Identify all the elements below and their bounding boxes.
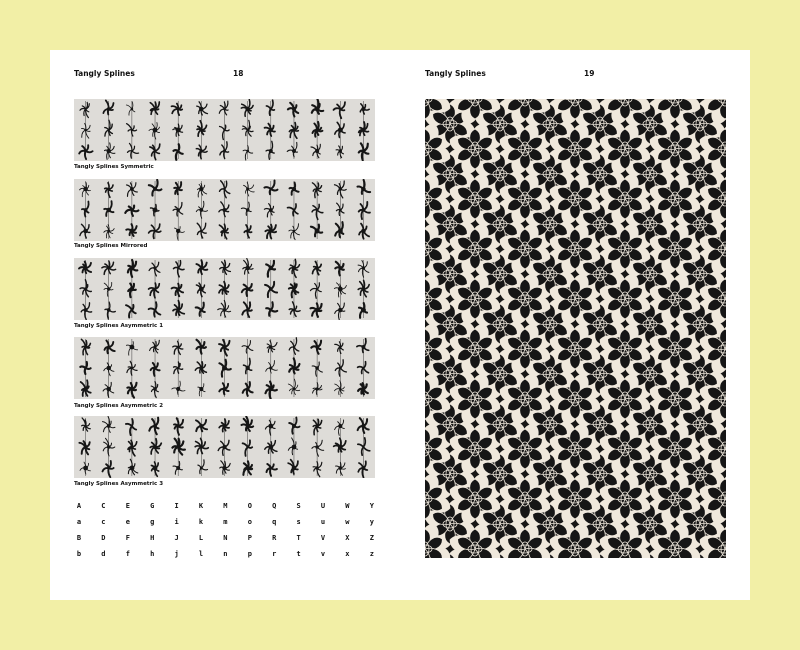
ornament-glyph xyxy=(128,260,137,277)
alphabet-glyph: o xyxy=(247,518,252,526)
ornament-glyph xyxy=(81,303,91,320)
alphabet-glyph: f xyxy=(125,550,130,558)
ornament-glyph xyxy=(358,461,367,477)
alphabet-glyph: H xyxy=(150,534,155,542)
ornament-glyph xyxy=(105,302,115,319)
ornament-glyph xyxy=(289,418,299,434)
ornament-glyph xyxy=(312,440,324,456)
ornament-glyph xyxy=(172,284,184,297)
ornament-glyph xyxy=(243,259,253,275)
specimen-strip-mirrored xyxy=(74,179,375,241)
alphabet-glyph: D xyxy=(101,534,106,542)
alphabet-glyph: F xyxy=(125,534,130,542)
alphabet-row xyxy=(74,502,376,518)
ornament-glyph xyxy=(219,419,229,431)
ornament-glyph xyxy=(195,362,206,374)
ornament-glyph xyxy=(218,440,230,455)
specimen-ornaments xyxy=(74,179,375,241)
ornament-glyph xyxy=(335,420,345,435)
ornament-glyph xyxy=(313,122,323,137)
alphabet-glyph: r xyxy=(272,550,277,558)
ornament-glyph xyxy=(243,146,253,161)
ornament-glyph xyxy=(104,225,114,238)
specimen-caption: Tangly Splines Asymmetric 1 xyxy=(74,323,164,329)
ornament-glyph xyxy=(266,361,278,374)
ornament-glyph xyxy=(267,341,277,353)
ornament-glyph xyxy=(288,204,298,216)
ornament-glyph xyxy=(196,260,207,274)
ornament-glyph xyxy=(334,438,346,452)
ornament-glyph xyxy=(79,441,89,454)
ornament-glyph xyxy=(219,224,228,239)
specimen-strip-asymmetric-2 xyxy=(74,337,375,399)
alphabet-glyph: v xyxy=(320,550,326,558)
ornament-glyph xyxy=(288,103,298,117)
ornament-glyph xyxy=(359,303,367,318)
ornament-glyph xyxy=(313,419,322,434)
alphabet-glyph: P xyxy=(247,534,252,542)
ornament-glyph xyxy=(311,303,322,317)
ornament-glyph xyxy=(173,341,183,354)
ornament-glyph xyxy=(266,382,277,399)
specimen-caption: Tangly Splines Symmetric xyxy=(74,164,154,170)
ornament-glyph xyxy=(196,303,205,316)
ornament-glyph xyxy=(105,341,115,354)
alphabet-glyph: N xyxy=(223,534,228,542)
right-header-title: Tangly Splines xyxy=(425,69,486,78)
specimen-ornaments xyxy=(74,258,375,320)
ornament-glyph xyxy=(128,459,138,475)
alphabet-glyph: w xyxy=(345,518,350,526)
ornament-glyph xyxy=(313,262,322,275)
ornament-glyph xyxy=(80,102,89,117)
ornament-glyph xyxy=(358,383,368,394)
specimen-ornaments xyxy=(74,416,375,478)
ornament-glyph xyxy=(79,262,91,274)
ornament-glyph xyxy=(80,182,91,196)
ornament-glyph xyxy=(103,100,113,114)
ornament-glyph xyxy=(266,302,277,316)
ornament-glyph xyxy=(128,440,137,456)
ornament-glyph xyxy=(149,224,161,238)
ornament-glyph xyxy=(126,305,136,318)
ornament-glyph xyxy=(264,204,274,217)
ornament-glyph xyxy=(173,124,183,136)
alphabet-glyph: Q xyxy=(272,502,277,510)
alphabet-glyph: R xyxy=(272,534,277,542)
specimen-ornaments xyxy=(74,337,375,399)
alphabet-glyph: q xyxy=(272,518,277,526)
ornament-glyph xyxy=(197,121,206,136)
ornament-glyph xyxy=(311,341,321,354)
alphabet-glyph: u xyxy=(320,518,326,526)
ornament-glyph xyxy=(360,104,369,114)
ornament-glyph xyxy=(220,142,229,159)
alphabet-glyph: S xyxy=(296,502,301,510)
ornament-glyph xyxy=(219,101,228,115)
ornament-glyph xyxy=(220,461,231,475)
alphabet-glyph: c xyxy=(101,518,106,526)
alphabet-grid xyxy=(74,502,376,566)
ornament-glyph xyxy=(82,123,91,138)
left-page-number: 18 xyxy=(233,69,244,78)
alphabet-glyph: C xyxy=(101,502,106,510)
ornament-glyph xyxy=(219,202,229,217)
ornament-glyph xyxy=(359,224,369,239)
ornament-glyph xyxy=(149,262,160,276)
ornament-glyph xyxy=(173,462,182,475)
ornament-glyph xyxy=(196,201,207,218)
ornament-glyph xyxy=(173,203,183,217)
ornament-glyph xyxy=(335,262,344,276)
ornament-glyph xyxy=(242,284,253,296)
ornament-glyph xyxy=(197,223,206,238)
ornament-glyph xyxy=(195,438,208,453)
ornament-glyph xyxy=(151,382,158,398)
ornament-glyph xyxy=(175,227,185,241)
ornament-glyph xyxy=(127,124,137,136)
ornament-glyph xyxy=(105,143,115,160)
ornament-glyph xyxy=(103,438,115,456)
alphabet-glyph: b xyxy=(76,550,82,558)
ornament-glyph xyxy=(172,104,183,116)
ornament-glyph xyxy=(289,259,299,277)
ornament-glyph xyxy=(312,204,323,219)
ornament-glyph xyxy=(335,303,345,320)
pattern-svg xyxy=(425,99,726,558)
ornament-glyph xyxy=(128,143,139,158)
ornament-glyph xyxy=(172,381,185,395)
ornament-glyph xyxy=(312,99,323,114)
ornament-glyph xyxy=(266,261,275,277)
alphabet-row xyxy=(74,550,376,566)
ornament-glyph xyxy=(241,100,253,117)
ornament-glyph xyxy=(126,102,135,115)
ornament-glyph xyxy=(288,460,298,474)
ornament-glyph xyxy=(243,440,253,456)
specimen-strip-symmetric xyxy=(74,99,375,161)
ornament-glyph xyxy=(287,142,297,157)
ornament-glyph xyxy=(104,282,113,296)
ornament-glyph xyxy=(198,460,208,474)
ornament-glyph xyxy=(335,360,346,376)
alphabet-glyph: T xyxy=(296,534,301,542)
alphabet-row xyxy=(74,534,376,550)
ornament-glyph xyxy=(241,202,251,215)
ornament-glyph xyxy=(219,282,229,294)
specimen-strip-asymmetric-3 xyxy=(74,416,375,478)
alphabet-glyph: t xyxy=(296,550,301,558)
alphabet-glyph: Y xyxy=(369,502,374,510)
ornament-glyph xyxy=(358,362,369,374)
alphabet-glyph: A xyxy=(76,502,82,510)
ornament-glyph xyxy=(358,418,369,433)
alphabet-glyph: e xyxy=(125,518,130,526)
ornament-glyph xyxy=(335,381,345,395)
ornament-glyph xyxy=(82,418,91,431)
alphabet-glyph: J xyxy=(174,534,179,542)
alphabet-glyph: d xyxy=(101,550,106,558)
ornament-glyph xyxy=(357,339,369,353)
left-header-title: Tangly Splines xyxy=(74,69,135,78)
ornament-glyph xyxy=(172,439,185,455)
ornament-glyph xyxy=(103,382,114,397)
pattern-artwork xyxy=(425,99,726,558)
alphabet-glyph: U xyxy=(320,502,326,510)
ornament-glyph xyxy=(219,383,228,394)
alphabet-glyph: j xyxy=(174,550,179,558)
ornament-glyph xyxy=(151,205,159,216)
ornament-glyph xyxy=(149,123,160,140)
ornament-glyph xyxy=(289,283,298,297)
ornament-glyph xyxy=(289,224,300,240)
ornament-glyph xyxy=(197,102,208,115)
alphabet-glyph: h xyxy=(150,550,155,558)
ornament-glyph xyxy=(150,439,161,454)
alphabet-glyph: n xyxy=(223,550,228,558)
alphabet-row xyxy=(74,518,376,534)
ornament-glyph xyxy=(311,225,322,237)
alphabet-glyph: W xyxy=(345,502,350,510)
specimen-caption: Tangly Splines Asymmetric 2 xyxy=(74,403,164,409)
alphabet-glyph: m xyxy=(223,518,228,526)
alphabet-glyph: O xyxy=(247,502,252,510)
ornament-glyph xyxy=(103,461,114,477)
alphabet-glyph: I xyxy=(174,502,179,510)
alphabet-glyph: k xyxy=(198,518,204,526)
ornament-glyph xyxy=(174,418,183,435)
ornament-glyph xyxy=(81,339,90,354)
alphabet-glyph: a xyxy=(76,518,82,526)
ornament-glyph xyxy=(149,283,160,298)
ornament-glyph xyxy=(358,280,369,296)
alphabet-glyph: z xyxy=(369,550,374,558)
alphabet-glyph: E xyxy=(125,502,130,510)
ornament-glyph xyxy=(80,224,90,238)
alphabet-glyph: V xyxy=(320,534,326,542)
ornament-glyph xyxy=(288,438,297,455)
alphabet-glyph: X xyxy=(345,534,350,542)
alphabet-glyph: i xyxy=(174,518,179,526)
alphabet-glyph: s xyxy=(296,518,301,526)
ornament-glyph xyxy=(334,102,346,118)
ornament-glyph xyxy=(196,145,207,159)
alphabet-glyph: B xyxy=(76,534,82,542)
ornament-glyph xyxy=(174,261,185,277)
ornament-glyph xyxy=(267,464,277,476)
ornament-glyph xyxy=(311,144,320,158)
ornament-glyph xyxy=(266,100,274,115)
ornament-glyph xyxy=(335,122,345,137)
ornament-glyph xyxy=(242,417,254,431)
ornament-glyph xyxy=(335,342,344,354)
alphabet-glyph: M xyxy=(223,502,228,510)
ornament-glyph xyxy=(82,202,89,217)
ornament-glyph xyxy=(79,145,92,159)
specimen-strip-asymmetric-1 xyxy=(74,258,375,320)
ornament-glyph xyxy=(218,300,231,317)
specimen-ornaments xyxy=(74,99,375,161)
ornament-glyph xyxy=(265,124,275,136)
ornament-glyph xyxy=(126,419,136,435)
alphabet-glyph: Z xyxy=(369,534,374,542)
ornament-glyph xyxy=(313,462,322,477)
ornament-glyph xyxy=(242,302,252,317)
ornament-glyph xyxy=(150,102,159,114)
ornament-glyph xyxy=(311,283,322,299)
ornament-glyph xyxy=(358,438,370,455)
alphabet-glyph: g xyxy=(150,518,155,526)
ornament-glyph xyxy=(244,183,255,197)
ornament-glyph xyxy=(335,222,343,237)
ornament-glyph xyxy=(219,360,230,377)
ornament-glyph xyxy=(80,462,90,474)
ornament-glyph xyxy=(358,180,371,194)
ornament-glyph xyxy=(336,146,343,158)
ornament-glyph xyxy=(149,418,158,435)
ornament-glyph xyxy=(197,183,206,197)
book-spread xyxy=(50,50,750,600)
ornament-glyph xyxy=(173,301,184,316)
ornament-glyph xyxy=(265,420,275,435)
alphabet-glyph: p xyxy=(247,550,252,558)
right-page-number: 19 xyxy=(584,69,595,78)
alphabet-glyph: y xyxy=(369,518,374,526)
ornament-glyph xyxy=(289,302,300,317)
ornament-glyph xyxy=(126,224,136,236)
ornament-glyph xyxy=(196,420,207,431)
alphabet-glyph: G xyxy=(150,502,155,510)
alphabet-glyph: l xyxy=(198,550,204,558)
alphabet-glyph: K xyxy=(198,502,204,510)
ornament-glyph xyxy=(266,141,274,159)
specimen-caption: Tangly Splines Asymmetric 3 xyxy=(74,481,164,487)
ornament-glyph xyxy=(196,283,205,297)
ornament-glyph xyxy=(150,340,160,353)
alphabet-glyph: L xyxy=(198,534,204,542)
ornament-glyph xyxy=(359,202,370,219)
ornament-glyph xyxy=(289,358,299,373)
ornament-glyph xyxy=(244,225,251,238)
specimen-caption: Tangly Splines Mirrored xyxy=(74,243,148,249)
alphabet-glyph: x xyxy=(345,550,350,558)
ornament-glyph xyxy=(149,302,161,316)
ornament-glyph xyxy=(220,260,231,274)
ornament-glyph xyxy=(265,282,277,297)
